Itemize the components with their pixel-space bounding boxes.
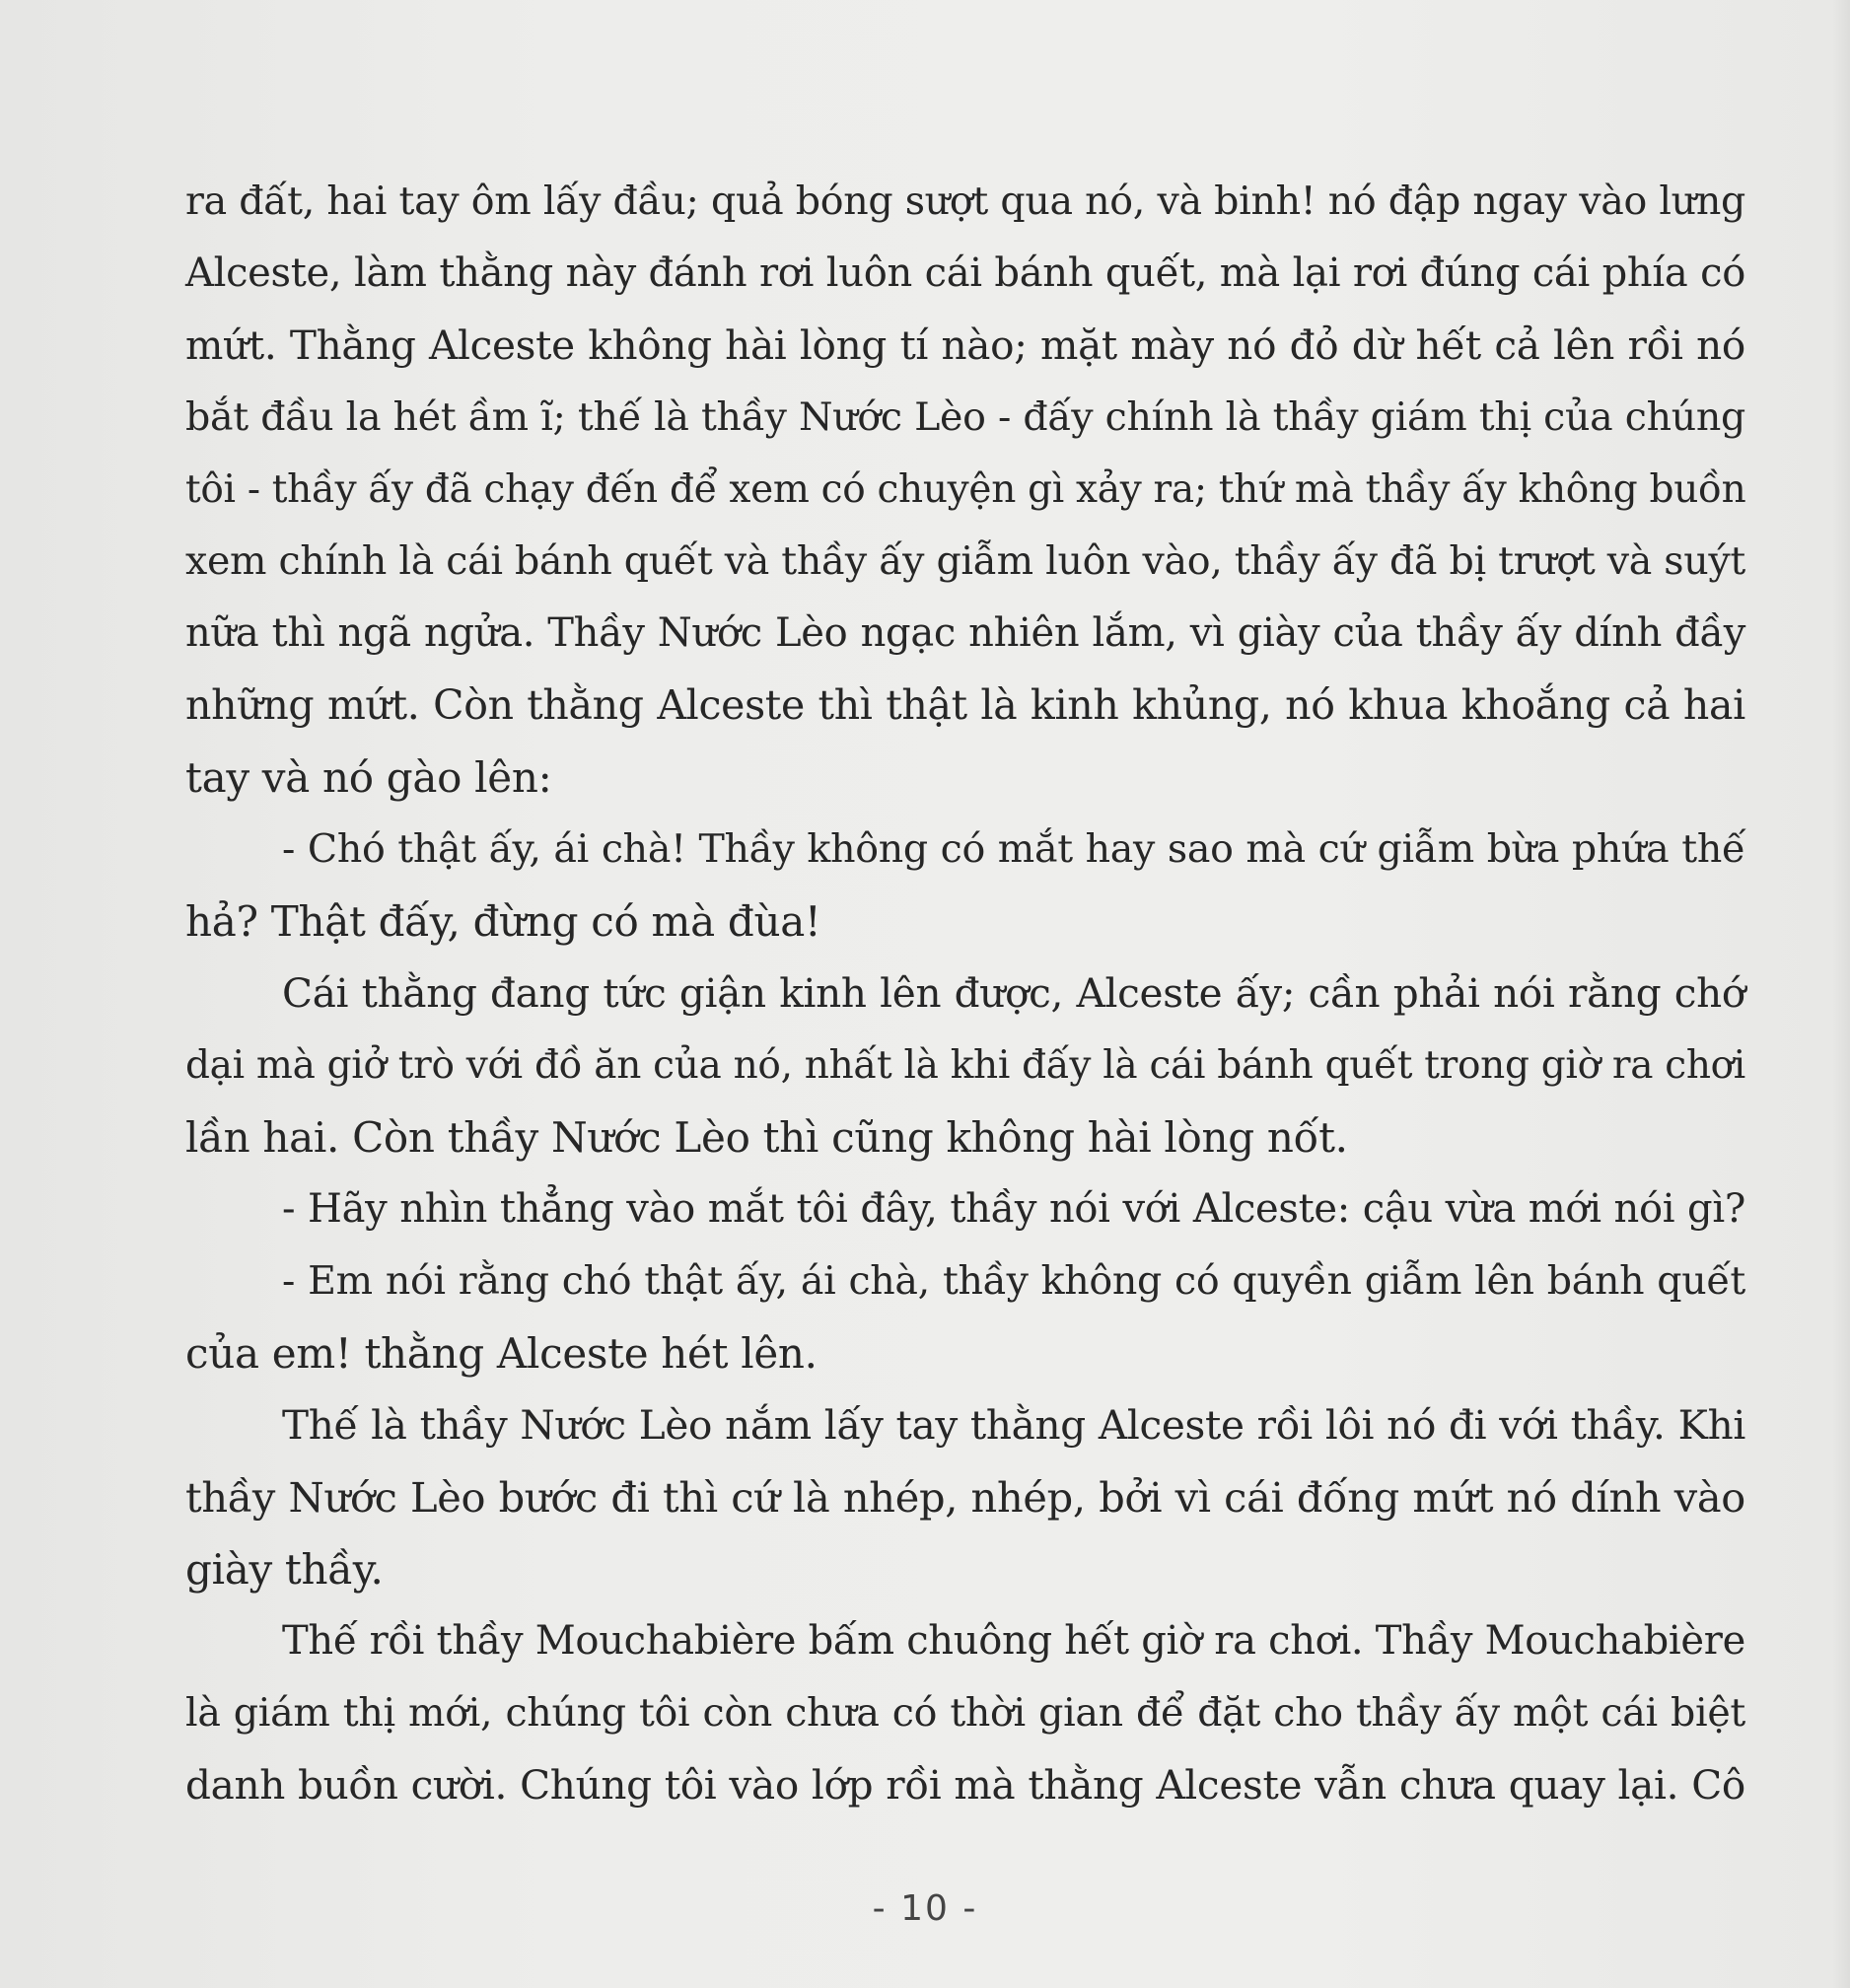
page-number: - 10 - (872, 1888, 978, 1929)
text-line-15: - Hãy nhìn thẳng vào mắt tôi đây, thầy nói với Alceste: cậu vừa mới nói gì? (282, 1186, 1745, 1232)
text-line-23: danh buồn cười. Chúng tôi vào lớp rồi mà thằng Alceste vẫn chưa quay lại. Cô (185, 1761, 1745, 1809)
page-edge-shadow (1832, 0, 1850, 1988)
text-line-9: tay và nó gào lên: (185, 753, 552, 802)
text-line-13: dại mà giở trò với đồ ăn của nó, nhất là khi đấy là cái bánh quết trong giờ ra chơi (185, 1043, 1745, 1088)
text-line-14: lần hai. Còn thầy Nước Lèo thì cũng không hài lòng nốt. (185, 1113, 1348, 1162)
text-line-5: tôi - thầy ấy đã chạy đến để xem có chuyện gì xảy ra; thứ mà thầy ấy không buồn (185, 467, 1746, 512)
text-line-17: của em! thằng Alceste hét lên. (185, 1329, 818, 1378)
body-text (185, 166, 1745, 1821)
text-line-16: - Em nói rằng chó thật ấy, ái chà, thầy không có quyền giẫm lên bánh quết (282, 1258, 1745, 1304)
text-line-11: hả? Thật đấy, đừng có mà đùa! (185, 897, 821, 946)
text-line-10: - Chó thật ấy, ái chà! Thầy không có mắt hay sao mà cứ giẫm bừa phứa thế (282, 826, 1745, 872)
text-line-22: là giám thị mới, chúng tôi còn chưa có thời gian để đặt cho thầy ấy một cái biệt (185, 1690, 1745, 1736)
text-line-19: thầy Nước Lèo bước đi thì cứ là nhép, nhép, bởi vì cái đống mứt nó dính vào (185, 1473, 1745, 1522)
text-line-21: Thế rồi thầy Mouchabière bấm chuông hết giờ ra chơi. Thầy Mouchabière (282, 1618, 1745, 1664)
text-line-6: xem chính là cái bánh quết và thầy ấy giẫm luôn vào, thầy ấy đã bị trượt và suýt (185, 538, 1745, 584)
text-line-4: bắt đầu la hét ầm ĩ; thế là thầy Nước Lèo - đấy chính là thầy giám thị của chúng (185, 394, 1745, 440)
text-line-12: Cái thằng đang tức giận kinh lên được, Alceste ấy; cần phải nói rằng chớ (282, 969, 1745, 1017)
text-line-18: Thế là thầy Nước Lèo nắm lấy tay thằng Alceste rồi lôi nó đi với thầy. Khi (282, 1401, 1745, 1449)
text-line-20: giày thầy. (185, 1545, 384, 1594)
text-line-3: mứt. Thằng Alceste không hài lòng tí nào; mặt mày nó đỏ dừ hết cả lên rồi nó (185, 321, 1745, 369)
text-line-1: ra đất, hai tay ôm lấy đầu; quả bóng sượt qua nó, và binh! nó đập ngay vào lưng (185, 178, 1745, 224)
text-line-2: Alceste, làm thằng này đánh rơi luôn cái bánh quết, mà lại rơi đúng cái phía có (185, 250, 1745, 296)
text-line-7: nữa thì ngã ngửa. Thầy Nước Lèo ngạc nhiên lắm, vì giày của thầy ấy dính đầy (185, 610, 1745, 656)
text-line-8: những mứt. Còn thằng Alceste thì thật là kinh khủng, nó khua khoắng cả hai (185, 681, 1745, 729)
